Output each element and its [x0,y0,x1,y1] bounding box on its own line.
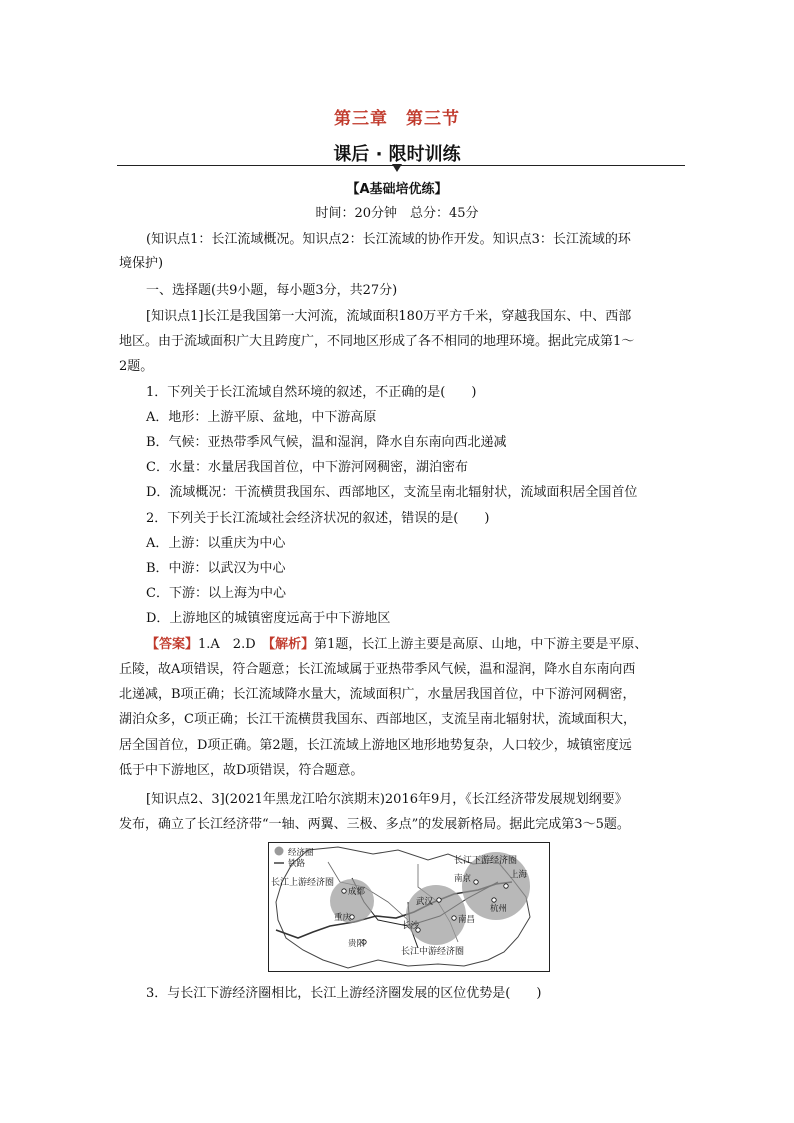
analysis-line: 北递减，B项正确；长江流域降水量大，流域面积广，水量居我国首位，中下游河网稠密， [119,687,636,702]
economic-circles-map [268,842,550,972]
hangzhou-marker [492,898,496,902]
middle-economic-circle [406,885,466,945]
option-b: B．中游：以武汉为中心 [146,561,286,576]
chengdu-marker [342,889,346,893]
label-upper-circle: 长江上游经济圈 [271,878,335,888]
option-d: D．上游地区的城镇密度远高于中下游地区 [146,611,391,626]
passage-line: 2题。 [119,359,154,374]
city-changsha: 长沙 [402,921,420,931]
answer-tag: 【答案】 [146,637,199,652]
part-title: 一、选择题(共9小题，每小题3分，共27分) [146,283,398,298]
city-chengdu: 成都 [348,887,366,897]
label-lower-circle: 长江下游经济圈 [454,856,518,866]
shanghai-marker [504,884,508,888]
option-a: A．地形：上游平原、盆地，中下游高原 [146,410,377,425]
answer-line [146,636,647,654]
legend-circle-icon [275,847,284,856]
question-stem: 2．下列关于长江流域社会经济状况的叙述，错误的是( ) [146,511,490,526]
answer-keys: 1.A 2.D [198,637,269,652]
option-c: C．水量：水量居我国首位，中下游河网稠密，湖泊密布 [146,460,468,475]
passage-line: [知识点1]长江是我国第一大河流，流域面积180万平方千米，穿越我国东、中、西部 [146,309,632,324]
legend-circle-label: 经济圈 [288,848,314,858]
nanchang-marker [452,916,456,920]
option-a: A．上游：以重庆为中心 [146,536,286,551]
city-hangzhou: 杭州 [490,904,508,914]
intro-line: 境保护) [119,256,164,271]
option-b: B．气候：亚热带季风气候，温和湿润，降水自东南向西北递减 [146,435,507,450]
city-wuhan: 武汉 [416,897,434,907]
legend-rail-label: 铁路 [288,859,306,869]
chapter-title: 第三章 第三节 [334,109,460,129]
question-stem: 3．与长江下游经济圈相比，长江上游经济圈发展的区位优势是( ) [146,986,542,1001]
analysis-tag: 【解析】 [268,637,315,652]
label-middle-circle: 长江中游经济圈 [401,947,465,957]
analysis-line: 丘陵，故A项错误，符合题意；长江流域属于亚热带季风气候，温和湿润，降水自东南向西 [119,662,636,677]
city-nanjing: 南京 [454,874,472,884]
time-info: 时间：20分钟 总分：45分 [315,206,479,221]
option-d: D．流域概况：干流横贯我国东、西部地区，支流呈南北辐射状，流域面积居全国首位 [146,485,638,500]
passage-line: 地区。由于流域面积广大且跨度广，不同地区形成了各不相同的地理环境。据此完成第1～ [119,334,635,349]
option-c: C．下游：以上海为中心 [146,586,286,601]
passage-line: 发布，确立了长江经济带“一轴、两翼、三极、多点”的发展新格局。据此完成第3～5题。 [119,817,630,832]
city-nanchang: 南昌 [458,915,476,925]
wuhan-marker [437,898,441,902]
question-stem: 1．下列关于长江流域自然环境的叙述，不正确的是( ) [146,385,477,400]
section-heading: 【A基础培优练】 [346,182,448,197]
analysis-text: 第1题，长江上游主要是高原、山地，中下游主要是平原、 [314,637,648,652]
down-triangle-icon [392,164,402,172]
city-guiyang: 贵阳 [348,939,366,949]
page-subtitle: 课后 · 限时训练 [333,144,461,165]
city-shanghai: 上海 [510,870,528,880]
analysis-line: 居全国首位，D项正确。第2题，长江流域上游地区地形地势复杂，人口较少，城镇密度远 [119,738,632,753]
nanjing-marker [474,880,478,884]
analysis-line: 低于中下游地区，故D项错误，符合题意。 [119,763,364,778]
intro-line: (知识点1：长江流域概况。知识点2：长江流域的协作开发。知识点3：长江流域的环 [146,232,631,247]
analysis-line: 湖泊众多，C项正确；长江干流横贯我国东、西部地区，支流呈南北辐射状，流域面积大， [119,712,636,727]
passage-line: [知识点2、3](2021年黑龙江哈尔滨期末)2016年9月，《长江经济带发展规划纲要》 [146,792,628,807]
city-chongqing: 重庆 [334,913,352,923]
